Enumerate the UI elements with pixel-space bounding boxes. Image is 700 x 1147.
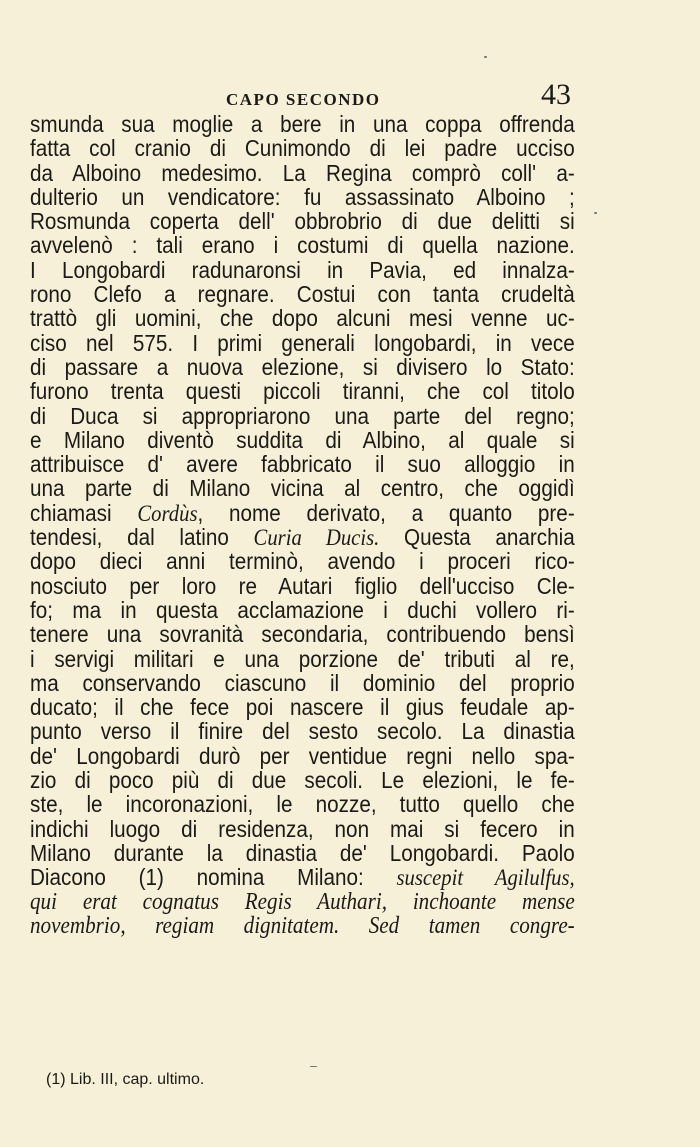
text-line: nosciuto per loro re Autari figlio dell'ucciso Cle-	[30, 572, 575, 599]
text-line: fo; ma in questa acclamazione i duchi vollero ri-	[30, 596, 575, 623]
italic-quote-line: qui erat cognatus Regis Authari, inchoante mense	[30, 888, 575, 915]
text-line	[30, 524, 575, 552]
text-segment: Diacono (1) nomina Milano:	[30, 864, 397, 891]
text-line: ma conservando ciascuno il dominio del proprio	[30, 669, 575, 696]
body-text	[30, 112, 575, 938]
text-line: attribuisce d' avere fabbricato il suo alloggio in	[30, 451, 575, 478]
text-line: i servigi militari e una porzione de' tributi al re,	[30, 645, 575, 672]
footnote: (1) Lib. III, cap. ultimo.	[46, 1071, 205, 1088]
paper-speck	[310, 1066, 317, 1067]
text-line: I Longobardi radunaronsi in Pavia, ed innalza-	[30, 256, 575, 283]
text-line: di passare a nuova elezione, si divisero lo Stato:	[30, 353, 575, 380]
text-line: ste, le incoronazioni, le nozze, tutto quello che	[30, 791, 575, 818]
text-segment: tendesi, dal latino	[30, 524, 254, 551]
text-line: ducato; il che fece poi nascere il gius feudale ap-	[30, 694, 575, 721]
italic-quote-line: novembrio, regiam dignitatem. Sed tamen congre-	[30, 912, 575, 939]
text-line: dopo dieci anni terminò, avendo i proceri rico-	[30, 548, 575, 575]
text-line: tenere una sovranità secondaria, contribuendo bensì	[30, 621, 575, 648]
text-line	[30, 864, 575, 892]
text-line: e Milano diventò suddita di Albino, al quale si	[30, 426, 575, 453]
text-line: zio di poco più di due secoli. Le elezioni, le fe-	[30, 767, 575, 794]
text-line: de' Longobardi durò per ventidue regni nello spa-	[30, 742, 575, 769]
text-line: dulterio un vendicatore: fu assassinato Alboino ;	[30, 183, 575, 210]
text-line: fatta col cranio di Cunimondo di lei padre ucciso	[30, 135, 575, 162]
text-line: smunda sua moglie a bere in una coppa offrenda	[30, 111, 575, 137]
text-line	[30, 501, 575, 525]
text-segment: chiamasi	[30, 499, 138, 526]
text-line: furono trenta questi piccoli tiranni, che col titolo	[30, 378, 575, 405]
italic-term: Cordùs	[137, 500, 198, 527]
paper-speck	[484, 56, 487, 58]
text-line: rono Clefo a regnare. Costui con tanta crudeltà	[30, 281, 575, 308]
text-segment: , nome derivato, a quanto pre-	[197, 499, 575, 526]
text-line: da Alboino medesimo. La Regina comprò coll' a-	[30, 159, 575, 186]
text-line: Milano durante la dinastia de' Longobardi. Paolo	[30, 839, 575, 866]
text-line: indichi luogo di residenza, non mai si fecero in	[30, 815, 575, 842]
text-line: punto verso il finire del sesto secolo. La dinastia	[30, 718, 575, 745]
running-title: CAPO SECONDO	[226, 90, 381, 109]
text-line: Rosmunda coperta dell' obbrobrio di due delitti si	[30, 208, 575, 235]
italic-quote: suscepit Agilulfus,	[396, 865, 575, 892]
text-line: una parte di Milano vicina al centro, che oggidì	[30, 475, 575, 502]
text-line: di Duca si appropriarono una parte del regno;	[30, 402, 575, 429]
page-number: 43	[541, 78, 571, 111]
text-line: trattò gli uomini, che dopo alcuni mesi venne uc-	[30, 305, 575, 332]
text-segment: Questa anarchia	[379, 524, 575, 551]
paper-speck	[594, 212, 597, 214]
text-line: avvelenò : tali erano i costumi di quella nazione.	[30, 232, 575, 259]
text-line: ciso nel 575. I primi generali longobardi, in vece	[30, 329, 575, 356]
italic-term: Curia Ducis.	[253, 525, 380, 552]
